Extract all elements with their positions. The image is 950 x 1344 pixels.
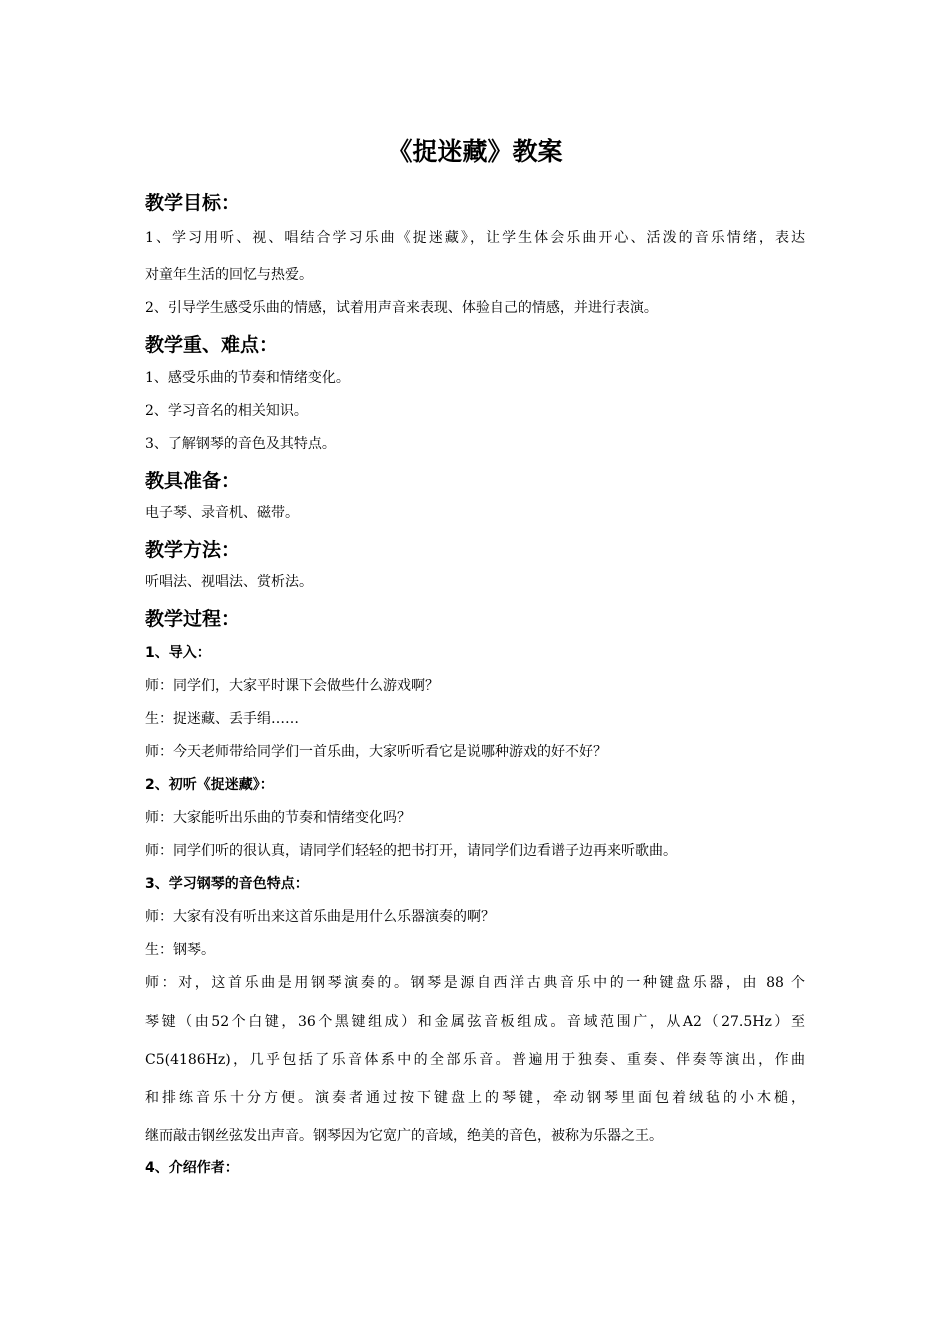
step-2-title: 2、初听《捉迷藏》：: [145, 777, 274, 793]
step-3-title: 3、学习钢琴的音色特点：: [145, 876, 309, 892]
heading-tools: 教具准备：: [145, 470, 241, 492]
step-4-title: 4、介绍作者：: [145, 1160, 239, 1176]
dialogue-line: 师：今天老师带给同学们一首乐曲，大家听听看它是说哪种游戏的好不好？: [145, 744, 607, 760]
dialogue-line: 生：捉迷藏、丢手绢……: [145, 711, 299, 727]
dialogue-line: 师：同学们听的很认真，请同学们轻轻的把书打开，请同学们边看谱子边再来听歌曲。: [145, 843, 677, 859]
dialogue-line: 生：钢琴。: [145, 942, 215, 958]
key-point-item: 1、感受乐曲的节奏和情绪变化。: [145, 370, 350, 386]
piano-paragraph-line: 琴键（由52个白键，36个黑键组成）和金属弦音板组成。音域范围广，从A2（27.5Hz）至: [145, 1014, 805, 1030]
piano-paragraph-line: 和排练音乐十分方便。演奏者通过按下键盘上的琴键，牵动钢琴里面包着绒毡的小木槌，: [145, 1090, 805, 1106]
heading-methods: 教学方法：: [145, 539, 241, 561]
piano-paragraph-line: 继而敲击钢丝弦发出声音。钢琴因为它宽广的音域，绝美的音色，被称为乐器之王。: [145, 1128, 663, 1144]
heading-goals: 教学目标：: [145, 192, 241, 214]
tools-text: 电子琴、录音机、磁带。: [145, 505, 299, 521]
heading-process: 教学过程：: [145, 608, 241, 630]
goal-line-1b: 对童年生活的回忆与热爱。: [145, 267, 313, 283]
piano-paragraph-line: 师：对，这首乐曲是用钢琴演奏的。钢琴是源自西洋古典音乐中的一种键盘乐器，由 88 个: [145, 975, 805, 991]
dialogue-line: 师：同学们，大家平时课下会做些什么游戏啊？: [145, 678, 439, 694]
dialogue-line: 师：大家有没有听出来这首乐曲是用什么乐器演奏的啊？: [145, 909, 495, 925]
dialogue-line: 师：大家能听出乐曲的节奏和情绪变化吗？: [145, 810, 411, 826]
step-1-title: 1、导入：: [145, 645, 211, 661]
key-point-item: 2、学习音名的相关知识。: [145, 403, 308, 419]
goal-line-2: 2、引导学生感受乐曲的情感，试着用声音来表现、体验自己的情感，并进行表演。: [145, 300, 658, 316]
page-title: 《捉迷藏》教案: [387, 137, 563, 166]
heading-key-points: 教学重、难点：: [145, 334, 279, 356]
piano-paragraph-line: C5(4186Hz)，几乎包括了乐音体系中的全部乐音。普遍用于独奏、重奏、伴奏等演出，作曲: [145, 1052, 805, 1068]
goal-line-1a: 1、学习用听、视、唱结合学习乐曲《捉迷藏》，让学生体会乐曲开心、活泼的音乐情绪，表达: [145, 230, 805, 246]
methods-text: 听唱法、视唱法、赏析法。: [145, 574, 313, 590]
key-point-item: 3、了解钢琴的音色及其特点。: [145, 436, 336, 452]
